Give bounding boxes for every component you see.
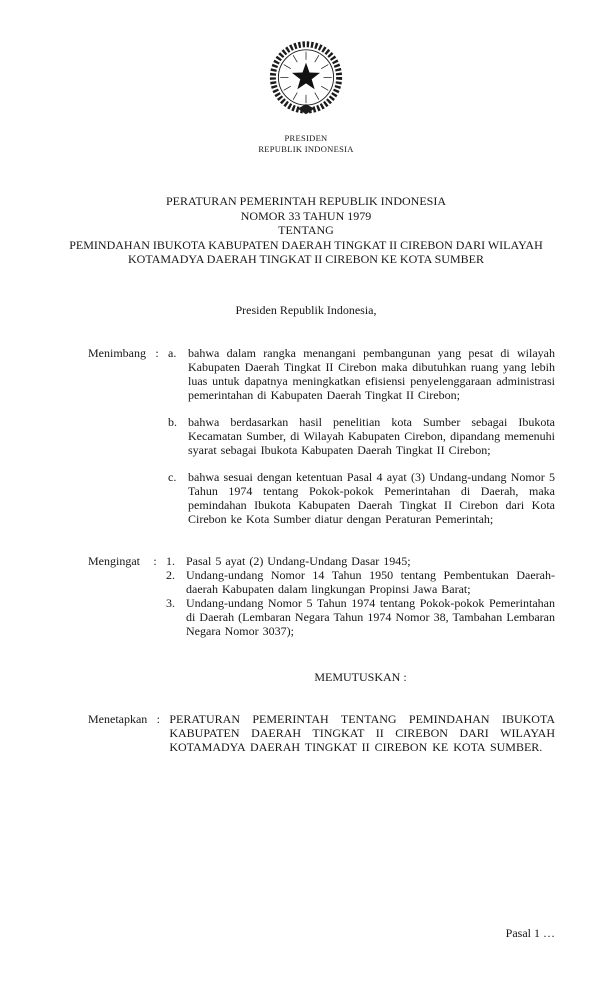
recalling-colon: : <box>153 553 157 568</box>
title-line-tentang: TENTANG <box>278 223 334 237</box>
considering-label: Menimbang <box>88 345 146 360</box>
considering-colon: : <box>155 345 159 360</box>
decision-heading: MEMUTUSKAN : <box>314 669 407 684</box>
recalling-item-1 <box>166 554 555 568</box>
recalling-item-3 <box>166 596 555 638</box>
document-body <box>88 346 555 754</box>
item-marker: 2. <box>166 567 175 582</box>
item-text: Pasal 5 ayat (2) Undang-Undang Dasar 1945; <box>186 553 411 568</box>
title-block <box>0 194 612 267</box>
item-marker: a. <box>168 345 177 360</box>
item-text: Undang-undang Nomor 14 Tahun 1950 tentang Pembentukan Daerah-daerah Kabupaten dalam lingkungan Propinsi Jawa Barat; <box>186 567 555 596</box>
item-text: Undang-undang Nomor 5 Tahun 1974 tentang Pokok-pokok Pemerintahan di Daerah (Lembaran Negara Tahun 1974 Nomor 38, Tambahan Lembaran Negara Nomor 3037); <box>186 595 555 638</box>
title-line-subject: PEMINDAHAN IBUKOTA KABUPATEN DAERAH TINGKAT II CIREBON DARI WILAYAH KOTAMADYA DAERAH TINGKAT II CIREBON KE KOTA SUMBER <box>69 237 543 266</box>
item-text: bahwa dalam rangka menangani pembangunan yang pesat di wilayah Kabupaten Daerah Tingkat II Cirebon maka dibutuhkan ruang yang lebih luas untuk dapatnya meningkatkan efisiensi penyelenggaraan administrasi pemerintahan di Kabupaten Daerah Tingkat II Cirebon; <box>188 345 555 402</box>
considering-item-c <box>168 470 555 526</box>
recalling-label: Mengingat <box>88 553 140 568</box>
considering-section <box>88 346 555 526</box>
recalling-item-2 <box>166 568 555 596</box>
enacting-text: PERATURAN PEMERINTAH TENTANG PEMINDAHAN IBUKOTA KABUPATEN DAERAH TINGKAT II CIREBON DARI WILAYAH KOTAMADYA DAERAH TINGKAT II CIREBON KE KOTA SUMBER. <box>169 711 555 754</box>
page-continuation-marker: Pasal 1 … <box>505 926 555 940</box>
letterhead-presiden: PRESIDEN <box>284 133 328 143</box>
recalling-items <box>166 554 555 638</box>
item-marker: c. <box>168 469 177 484</box>
salutation: Presiden Republik Indonesia, <box>235 302 377 317</box>
enacting-colon: : <box>156 711 160 726</box>
item-marker: 1. <box>166 553 175 568</box>
recalling-section <box>88 554 555 638</box>
enacting-label: Menetapkan <box>88 711 148 726</box>
item-marker: b. <box>168 414 177 429</box>
title-line-number: NOMOR 33 TAHUN 1979 <box>240 208 372 223</box>
item-marker: 3. <box>166 595 175 610</box>
item-text: bahwa berdasarkan hasil penelitian kota Sumber sebagai Ibukota Kecamatan Sumber, di Wilayah Kabupaten Cirebon, dipandang memenuhi syarat sebagai Ibukota Kabupaten Daerah Tingkat II Cirebon; <box>188 414 555 457</box>
enacting-section <box>88 712 555 754</box>
considering-item-a <box>168 346 555 402</box>
letterhead-republik-indonesia: REPUBLIK INDONESIA <box>258 143 354 154</box>
presidential-seal-icon <box>259 36 353 128</box>
considering-item-b <box>168 415 555 457</box>
letterhead <box>0 0 612 154</box>
considering-items <box>168 346 555 526</box>
item-text: bahwa sesuai dengan ketentuan Pasal 4 ayat (3) Undang-undang Nomor 5 Tahun 1974 tentang Pokok-pokok Pemerintahan di Daerah, maka pemindahan Ibukota Kabupaten Daerah Tingkat II Cirebon dari Kota Cirebon ke Kota Sumber diatur dengan Peraturan Pemerintah; <box>188 469 555 526</box>
title-line-regulation: PERATURAN PEMERINTAH REPUBLIK INDONESIA <box>165 194 447 208</box>
